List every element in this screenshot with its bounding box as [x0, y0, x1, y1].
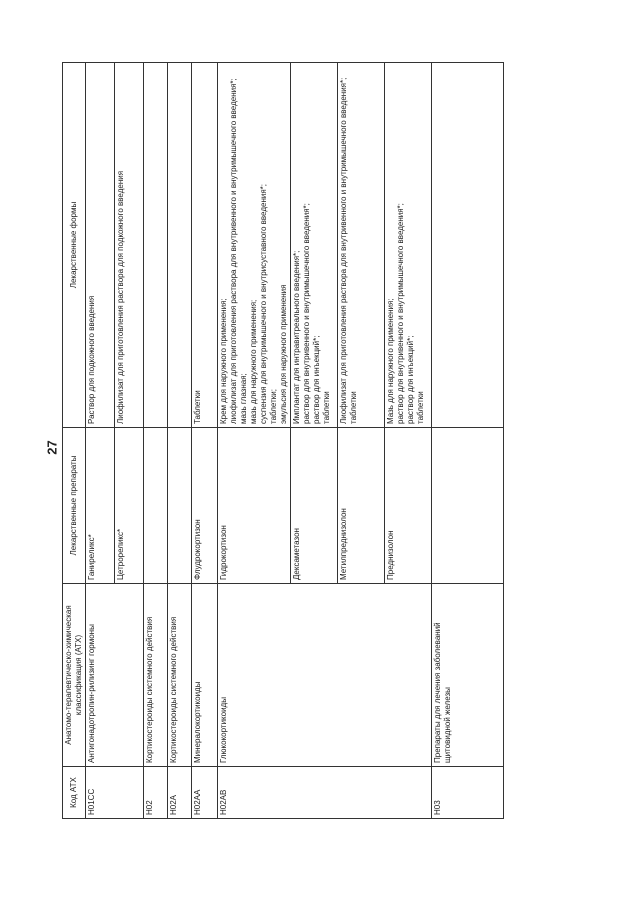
table-body [86, 63, 504, 819]
table-row [218, 63, 291, 819]
form-line: Раствор для подкожного введения [87, 295, 96, 424]
form-line: Лиофилизат для приготовления раствора для подкожного введения [116, 170, 125, 424]
form-line: лиофилизат для приготовления раствора для внутривенного и внутримышечного введения*; [229, 78, 238, 424]
drug-forms [432, 63, 504, 428]
drug-name [144, 428, 168, 584]
drug-name: Флудрокортизон [192, 428, 218, 584]
table-row [144, 63, 168, 819]
header-drugs: Лекарственные препараты [63, 428, 86, 584]
form-line: Мазь для наружного применения; [386, 298, 395, 424]
atx-code: H02A [168, 767, 192, 819]
form-line: мазь для наружного применения; [249, 299, 258, 424]
drug-name [168, 428, 192, 584]
atx-class: Глюкокортикоиды [218, 584, 432, 767]
drug-forms [115, 63, 144, 428]
table-row [86, 63, 115, 819]
drug-name [432, 428, 504, 584]
drug-name: Цетрореликс* [115, 428, 144, 584]
atx-class: Кортикостероиды системного действия [144, 584, 168, 767]
form-line: раствор для инъекций*; [312, 335, 321, 424]
form-line: раствор для внутривенного и внутримышечного введения*; [396, 203, 405, 424]
drug-forms [291, 63, 338, 428]
form-line: таблетки [349, 391, 358, 424]
drug-forms [144, 63, 168, 428]
atx-code: H03 [432, 767, 504, 819]
table-row [192, 63, 218, 819]
drug-forms [338, 63, 385, 428]
form-line: раствор для инъекций*; [406, 335, 415, 424]
drug-name: Дексаметазон [291, 428, 338, 584]
header-class: Анатомо-терапевтическо-химическая классификация (АТХ) [63, 584, 86, 767]
atx-code: H02AB [218, 767, 432, 819]
drug-table [62, 62, 504, 819]
form-line: мазь глазная; [239, 373, 248, 424]
atx-class: Препараты для лечения заболеваний щитовидной железы [432, 584, 504, 767]
atx-class: Минералокортикоиды [192, 584, 218, 767]
drug-forms [168, 63, 192, 428]
table-header-row [63, 63, 86, 819]
form-line: Таблетки [193, 390, 202, 424]
drug-forms [218, 63, 291, 428]
atx-code: H02 [144, 767, 168, 819]
form-line: таблетки; [269, 389, 278, 424]
table-row [432, 63, 504, 819]
atx-class: Антигонадотропин-рилизинг гормоны [86, 584, 144, 767]
drug-name: Ганиреликс* [86, 428, 115, 584]
form-line: суспензия для внутримышечного и внутрисуставного введения*; [259, 183, 268, 424]
drug-forms [86, 63, 115, 428]
form-line: эмульсия для наружного применения [279, 284, 288, 424]
atx-class: Кортикостероиды системного действия [168, 584, 192, 767]
page-number: 27 [44, 440, 60, 455]
drug-name: Метилпреднизолон [338, 428, 385, 584]
drug-name: Гидрокортизон [218, 428, 291, 584]
rotated-table-wrapper [62, 63, 576, 819]
header-forms: Лекарственные формы [63, 63, 86, 428]
drug-forms [385, 63, 432, 428]
form-line: таблетки [322, 391, 331, 424]
form-line: Крем для наружного применения; [219, 298, 228, 424]
form-line: Имплантат для интравитреального введения*; [292, 250, 301, 424]
drug-name: Преднизолон [385, 428, 432, 584]
atx-code: H01CC [86, 767, 144, 819]
table-row [168, 63, 192, 819]
drug-forms [192, 63, 218, 428]
form-line: таблетки [416, 391, 425, 424]
form-line: Лиофилизат для приготовления раствора для внутривенного и внутримышечного введения*; [339, 77, 348, 424]
header-code: Код АТХ [63, 767, 86, 819]
form-line: раствор для внутривенного и внутримышечного введения*; [302, 203, 311, 424]
atx-code: H02AA [192, 767, 218, 819]
